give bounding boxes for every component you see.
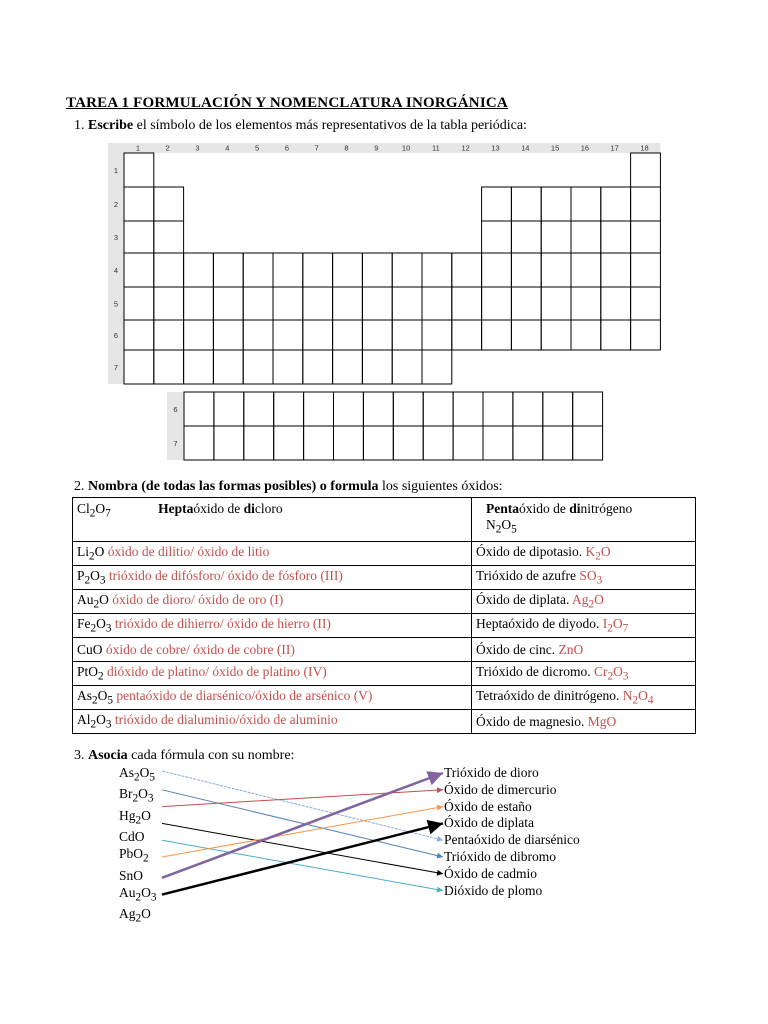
group-label: 14 bbox=[521, 143, 530, 153]
group-label: 3 bbox=[195, 143, 200, 153]
name-item: Óxido de cadmio bbox=[444, 865, 537, 881]
oxide-name: Tetraóxido de dinitrógeno. bbox=[476, 688, 620, 704]
question-3-text: cada fórmula con su nombre: bbox=[127, 748, 295, 763]
period-label: 4 bbox=[113, 266, 119, 275]
formula-item: $Hg_2O$ bbox=[119, 807, 151, 827]
answer: $Cr_2O_3$ bbox=[594, 664, 629, 683]
group-label: 17 bbox=[610, 143, 619, 153]
match-arrow bbox=[162, 823, 443, 894]
answer: óxido de dilitio/ óxido de litio bbox=[107, 544, 270, 560]
oxide-name: Óxido de magnesio. bbox=[476, 713, 585, 729]
period-label: 5 bbox=[113, 299, 119, 309]
header-right-name: Pentaóxido de dinitrógeno bbox=[486, 501, 633, 516]
formula-item: PbO$_2$ bbox=[119, 846, 149, 865]
formula: $Al_2O_3$ bbox=[77, 712, 112, 731]
formula: $Fe_2O_3$ bbox=[77, 616, 112, 635]
group-label: 10 bbox=[401, 143, 411, 153]
group-label: 7 bbox=[314, 143, 319, 153]
page-title: TAREA 1 FORMULACIÓN Y NOMENCLATURA INORGÁNICA bbox=[66, 95, 508, 111]
group-label: 8 bbox=[344, 143, 349, 153]
oxide-name: Óxido de cinc. bbox=[476, 641, 556, 657]
answer: MgO bbox=[587, 713, 617, 729]
question-2-text: los siguientes óxidos: bbox=[378, 479, 503, 494]
formula: $P_2O_3$ bbox=[77, 568, 106, 587]
group-label: 11 bbox=[432, 143, 440, 153]
formula: $Li_2O$ bbox=[77, 544, 105, 563]
question-2-keyword: Nombra (de todas las formas posibles) o formula bbox=[88, 479, 379, 494]
name-item: Óxido de estaño bbox=[444, 798, 532, 814]
match-arrow bbox=[162, 823, 443, 873]
oxide-name: Trióxido de dicromo. bbox=[476, 664, 591, 680]
formula: PtO$_2$ bbox=[77, 664, 104, 683]
header-left-name: Heptaóxido de dicloro bbox=[158, 501, 283, 516]
formula: CuO bbox=[77, 641, 103, 657]
formula-item: $Ag_2O$ bbox=[119, 906, 151, 925]
answer: $Ag_2O$ bbox=[572, 592, 604, 611]
answer: ZnO bbox=[558, 641, 584, 657]
formula: $As_2O_5$ bbox=[77, 688, 114, 707]
inner-period-label: 7 bbox=[173, 439, 178, 448]
match-arrow bbox=[162, 771, 443, 840]
group-label: 2 bbox=[165, 143, 170, 153]
answer: dióxido de platino/ óxido de platino (IV) bbox=[107, 664, 327, 680]
group-label: 13 bbox=[491, 143, 500, 153]
answer: trióxido de dihierro/ óxido de hierro (II) bbox=[114, 616, 331, 632]
name-item: Dióxido de plomo bbox=[444, 882, 543, 898]
answer: $N_2O_4$ bbox=[622, 688, 654, 707]
oxide-name: Óxido de diplata. bbox=[476, 592, 570, 608]
group-label: 16 bbox=[580, 143, 590, 153]
name-item: Óxido de dimercurio bbox=[444, 781, 557, 797]
formula-item: $Au_2O_3$ bbox=[119, 884, 157, 904]
answer: $I_2O_7$ bbox=[602, 616, 629, 635]
group-label: 6 bbox=[284, 143, 289, 153]
answer: óxido de dioro/ óxido de oro (I) bbox=[112, 592, 284, 608]
period-label: 1 bbox=[113, 166, 119, 175]
name-item: Trióxido de dioro bbox=[444, 765, 539, 780]
answer: trióxido de dialuminio/óxido de aluminio bbox=[114, 712, 338, 728]
group-label: 9 bbox=[374, 143, 379, 153]
question-3-keyword: Asocia bbox=[88, 748, 128, 763]
question-1-text: el símbolo de los elementos más representativos de la tabla periódica: bbox=[133, 118, 527, 133]
answer: trióxido de difósforo/ óxido de fósforo (III) bbox=[108, 568, 343, 584]
question-1-keyword: Escribe bbox=[88, 118, 134, 133]
group-label: 18 bbox=[640, 143, 649, 153]
formula-item: CdO bbox=[119, 829, 145, 845]
formula: $Au_2O$ bbox=[77, 592, 109, 611]
oxide-name: Heptaóxido de diyodo. bbox=[476, 616, 600, 632]
answer: $K_2O$ bbox=[585, 544, 611, 563]
match-arrow bbox=[162, 790, 443, 857]
group-label: 5 bbox=[255, 143, 260, 153]
group-label: 15 bbox=[550, 143, 560, 153]
name-item: Óxido de diplata bbox=[444, 815, 534, 831]
answer: pentaóxido de diarsénico/óxido de arsénico (V) bbox=[116, 688, 373, 704]
period-label: 3 bbox=[113, 233, 119, 242]
match-arrow bbox=[162, 773, 443, 878]
period-label: 6 bbox=[113, 331, 119, 340]
group-label: 1 bbox=[135, 143, 140, 153]
question-3-number: 3. bbox=[74, 748, 85, 763]
period-label: 7 bbox=[113, 363, 119, 372]
formula-item: SnO bbox=[119, 867, 144, 883]
header-right-formula: $N_2O_5$ bbox=[486, 517, 517, 536]
inner-period-label: 6 bbox=[173, 405, 178, 414]
question-2-number: 2. bbox=[74, 479, 85, 494]
answer: $SO_3$ bbox=[579, 568, 603, 587]
period-label: 2 bbox=[113, 200, 119, 209]
group-label: 4 bbox=[225, 143, 230, 153]
name-item: Trióxido de dibromo bbox=[444, 848, 557, 864]
formula-item: $As_2O_5$ bbox=[119, 765, 156, 784]
group-label: 12 bbox=[461, 143, 470, 153]
formula-item: $Br_2O_3$ bbox=[119, 786, 154, 806]
match-arrow bbox=[162, 790, 443, 807]
oxide-name: Trióxido de azufre bbox=[476, 568, 576, 584]
header-left-formula: $Cl_2O_7$ bbox=[77, 501, 111, 520]
oxide-name: Óxido de dipotasio. bbox=[476, 544, 583, 560]
name-item: Pentaóxido de diarsénico bbox=[444, 832, 580, 848]
question-1-number: 1. bbox=[74, 118, 85, 133]
match-arrow bbox=[162, 807, 443, 857]
answer: óxido de cobre/ óxido de cobre (II) bbox=[105, 641, 295, 657]
